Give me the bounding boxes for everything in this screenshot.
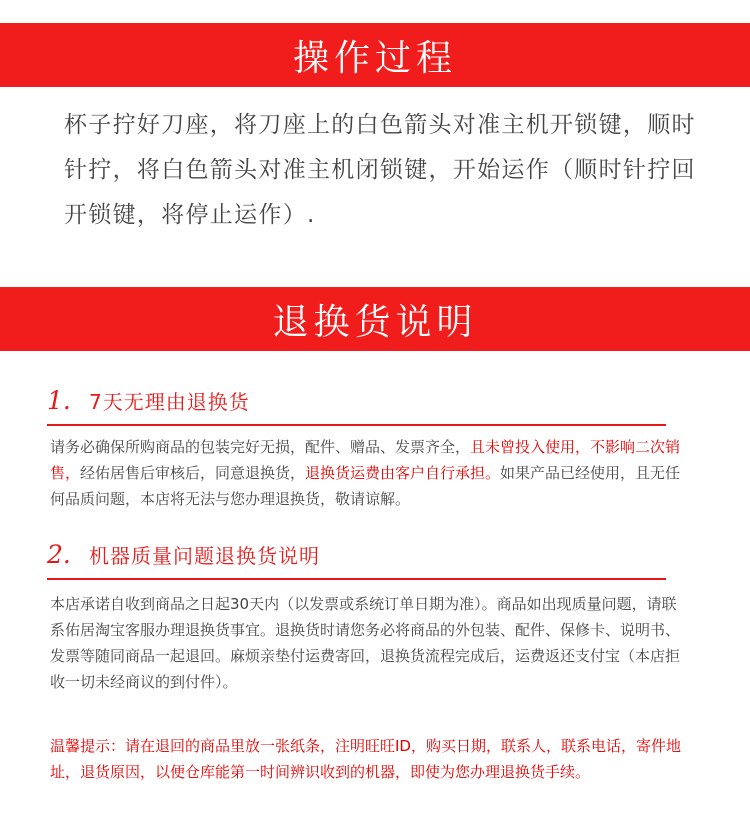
warm-tip: 温馨提示：请在退回的商品里放一张纸条，注明旺旺ID，购买日期，联系人，联系电话，寄件地址，退货原因，以便仓库能第一时间辨识收到的机器，即使为您办理退换货手续。: [50, 737, 681, 781]
section-1-title: 7天无理由退换货: [89, 390, 250, 414]
section-2-title: 机器质量问题退换货说明: [89, 544, 320, 568]
section-2-divider: [47, 578, 666, 580]
returns-banner: [0, 287, 750, 351]
section-1-body: [50, 434, 690, 512]
section-1-heading: [47, 386, 250, 415]
section-1-text-c: 如果产品已经使用，且无任何品质问题，本店将无法与您办理退换货，敬请谅解。: [50, 464, 681, 508]
section-1-highlight-a: 且未曾投入使用，不影响二次销售，: [50, 438, 681, 482]
section-1-divider: [47, 424, 666, 426]
operation-instructions: 杯子拧好刀座，将刀座上的白色箭头对准主机开锁键，顺时针拧，将白色箭头对准主机闭锁键，开始运作（顺时针拧回开锁键，将停止运作）.: [64, 112, 696, 228]
section-1-highlight-b: 退换货运费由客户自行承担。: [305, 464, 501, 482]
section-2-body: 本店承诺自收到商品之日起30天内（以发票或系统订单日期为准）。商品如出现质量问题，请联系佑居淘宝客服办理退换货事宜。退换货时请您务必将商品的外包装、配件、保修卡、说明书、发票等随同商品一起退回。麻烦亲垫付运费寄回，退换货流程完成后，运费返还支付宝（本店拒收一切未经商议的到付件）。: [50, 595, 681, 691]
operation-title: 操作过程: [292, 37, 457, 79]
returns-title: 退换货说明: [272, 301, 478, 343]
section-2-number: 2.: [47, 540, 71, 569]
section-1-number: 1.: [47, 386, 71, 415]
section-1-text-b: 经佑居售后审核后，同意退换货，: [80, 464, 306, 482]
section-2-heading: [47, 540, 320, 569]
operation-banner: [0, 23, 750, 87]
section-1-text-a: 请务必确保所购商品的包装完好无损，配件、赠品、发票齐全，: [50, 438, 471, 456]
